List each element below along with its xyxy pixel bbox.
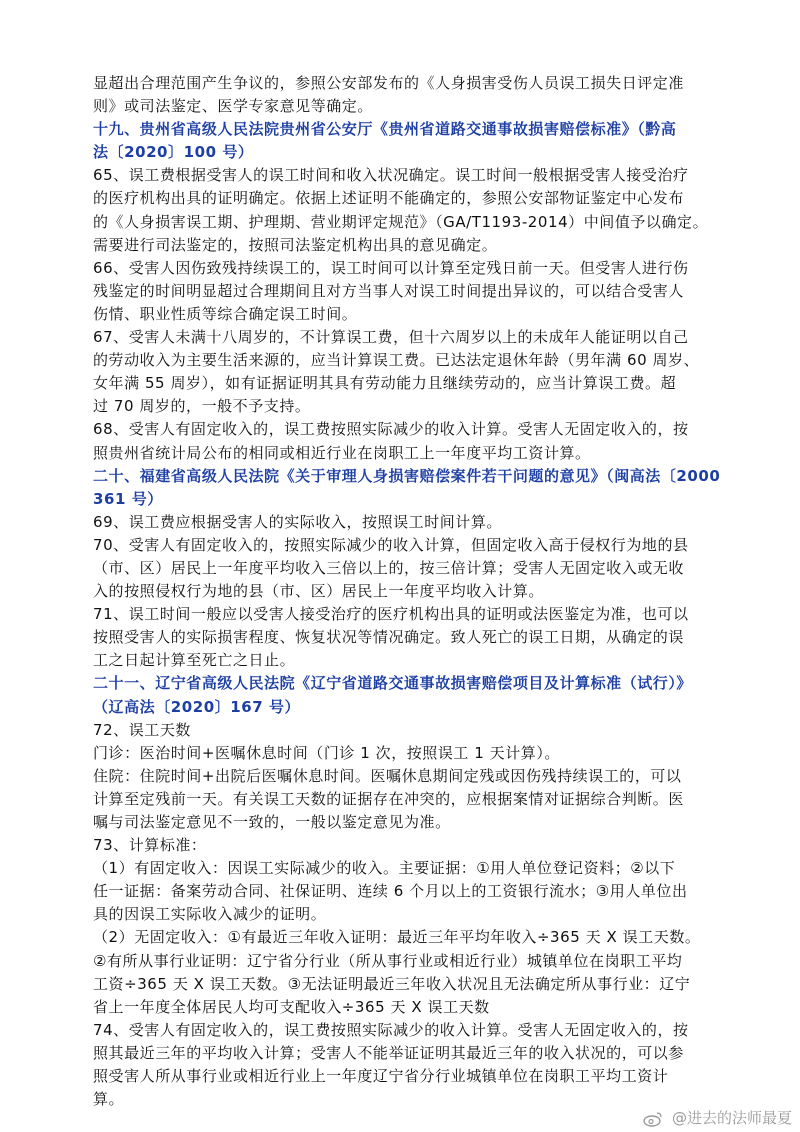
section-heading-line: 361 号） <box>93 489 163 508</box>
text-line: 的劳动收入为主要生活来源的，应当计算误工费。已达法定退休年龄（男年满 60 周岁、 <box>93 351 700 370</box>
text-line: 嘱与司法鉴定意见不一致的，一般以鉴定意见为准。 <box>93 813 451 831</box>
text-line: 74、受害人有固定收入的，误工费按照实际减少的收入计算。受害人无固定收入的，按 <box>93 1020 689 1039</box>
text-line: 具的因误工实际收入减少的证明。 <box>93 905 327 924</box>
text-line: 工之日起计算至死亡之日止。 <box>93 651 296 670</box>
text-line: 工资÷365 天 X 误工天数。③无法证明最近三年收入状况且无法确定所从事行业：辽宁 <box>93 974 691 993</box>
text-line: 门诊：医治时间+医嘱休息时间（门诊 1 次，按照误工 1 天计算）。 <box>93 743 560 762</box>
text-line: 69、误工费应根据受害人的实际收入，按照误工时间计算。 <box>93 512 502 531</box>
text-line: （1）有固定收入：因误工实际减少的收入。主要证据：①用人单位登记资料；②以下 <box>93 859 676 878</box>
section-heading-line: 法〔2020〕100 号） <box>93 143 254 162</box>
text-line: ②有所从事行业证明：辽宁省分行业（所从事行业或相近行业）城镇单位在岗职工平均 <box>93 951 683 970</box>
section-heading-line: 二十、福建省高级人民法院《关于审理人身损害赔偿案件若干问题的意见》（闽高法〔2000 <box>93 466 721 485</box>
text-line: 68、受害人有固定收入的，误工费按照实际减少的收入计算。受害人无固定收入的，按 <box>93 420 689 439</box>
text-line: 省上一年度全体居民人均可支配收入÷365 天 X 误工天数 <box>93 997 490 1016</box>
watermark-text: @进去的法师最夏 <box>671 1109 792 1127</box>
section-heading-line: （辽高法〔2020〕167 号） <box>93 697 301 716</box>
text-line: 67、受害人未满十八周岁的，不计算误工费，但十六周岁以上的未成年人能证明以自己 <box>93 328 689 347</box>
text-line: （2）无固定收入：①有最近三年收入证明：最近三年平均年收入÷365 天 X 误工天数。 <box>93 928 701 947</box>
text-line: 需要进行司法鉴定的，按照司法鉴定机构出具的意见确定。 <box>93 235 498 254</box>
text-line: 按照受害人的实际损害程度、恢复状况等情况确定。致人死亡的误工日期，从确定的误 <box>93 628 684 647</box>
text-line: 入的按照侵权行为地的县（市、区）居民上一年度平均收入计算。 <box>93 582 544 601</box>
text-line: 照贵州省统计局公布的相同或相近行业在岗职工上一年度平均工资计算。 <box>93 443 591 462</box>
text-line: 则》或司法鉴定、医学专家意见等确定。 <box>93 97 373 116</box>
text-line: 照受害人所从事行业或相近行业上一年度辽宁省分行业城镇单位在岗职工平均工资计 <box>93 1067 669 1086</box>
text-line: 任一证据：备案劳动合同、社保证明、连续 6 个月以上的工资银行流水；③用人单位出 <box>93 882 688 901</box>
text-line: 73、计算标准： <box>93 836 207 855</box>
text-line: 的《人身损害误工期、护理期、营业期评定规范》（GA/T1193-2014）中间值予以确定。 <box>93 212 709 231</box>
text-line: 算。 <box>93 1090 125 1109</box>
section-heading-line: 十九、贵州省高级人民法院贵州省公安厅《贵州省道路交通事故损害赔偿标准》（黔高 <box>93 120 677 139</box>
text-line: 计算至定残前一天。有关误工天数的证据存在冲突的，应根据案情对证据综合判断。医 <box>93 789 684 808</box>
text-line: 照其最近三年的平均收入计算；受害人不能举证证明其最近三年的收入状况的，可以参 <box>93 1043 684 1062</box>
text-line: 住院：住院时间+出院后医嘱休息时间。医嘱休息期间定残或因伤残持续误工的，可以 <box>93 766 682 785</box>
text-line: 女年满 55 周岁），如有证据证明其具有劳动能力且继续劳动的，应当计算误工费。超 <box>93 374 677 393</box>
weibo-icon <box>643 1111 663 1127</box>
text-line: （市、区）居民上一年度平均收入三倍以上的，按三倍计算；受害人无固定收入或无收 <box>93 558 684 577</box>
text-line: 的医疗机构出具的证明确定。依据上述证明不能确定的，参照公安部物证鉴定中心发布 <box>93 189 684 208</box>
text-line: 65、误工费根据受害人的误工时间和收入状况确定。误工时间一般根据受害人接受治疗 <box>93 166 689 185</box>
text-line: 66、受害人因伤致残持续误工的，误工时间可以计算至定残日前一天。但受害人进行伤 <box>93 258 689 277</box>
text-line: 71、误工时间一般应以受害人接受治疗的医疗机构出具的证明或法医鉴定为准，也可以 <box>93 605 689 624</box>
text-line: 过 70 周岁的，一般不予支持。 <box>93 397 311 416</box>
section-heading-line: 二十一、辽宁省高级人民法院《辽宁省道路交通事故损害赔偿项目及计算标准（试行）》 <box>93 674 692 693</box>
text-line: 残鉴定的时间明显超过合理期间且对方当事人对误工时间提出异议的，可以结合受害人 <box>93 281 684 300</box>
document-body <box>93 72 728 1111</box>
text-line: 70、受害人有固定收入的，按照实际减少的收入计算，但固定收入高于侵权行为地的县 <box>93 535 689 554</box>
watermark <box>643 1107 792 1128</box>
text-line: 72、误工天数 <box>93 720 191 739</box>
text-line: 伤情、职业性质等综合确定误工时间。 <box>93 304 358 323</box>
text-line: 显超出合理范围产生争议的，参照公安部发布的《人身损害受伤人员误工损失日评定准 <box>93 74 684 92</box>
